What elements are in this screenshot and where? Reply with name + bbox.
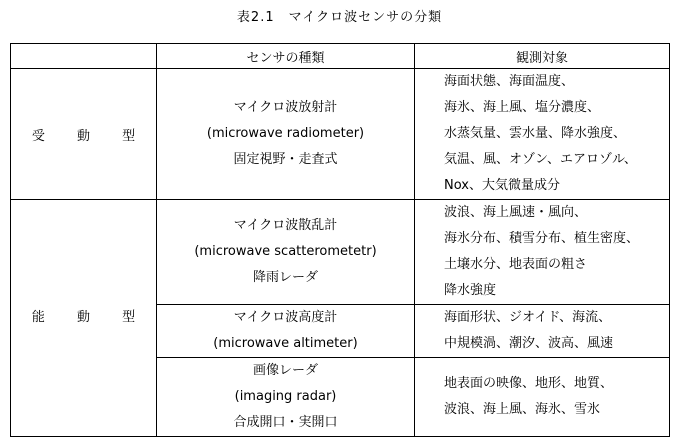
target-line: 気温、風、オゾン、エアロゾル、 [444, 152, 637, 167]
target-line: 地表面の映像、地形、地質、 [444, 376, 614, 391]
header-row [11, 44, 670, 69]
sensor-type-cell [157, 358, 415, 437]
header-mode [11, 44, 157, 69]
targets-cell [415, 69, 670, 200]
table-row [11, 200, 670, 305]
sensor-type-line: 合成開口・実開口 [233, 415, 338, 430]
target-line: 海氷分布、積雪分布、植生密度、 [444, 231, 640, 246]
target-line: 海氷、海上風、塩分濃度、 [444, 100, 601, 115]
mode-passive: 受 動 型 [11, 69, 157, 200]
sensor-type-cell [157, 305, 415, 358]
sensor-type-line: マイクロ波高度計 [233, 310, 338, 325]
header-sensor-type: センサの種類 [157, 44, 415, 69]
sensor-type-line: 降雨レーダ [252, 270, 318, 285]
target-line: 中規模渦、潮汐、波高、風速 [444, 336, 614, 351]
target-line: 海面状態、海面温度、 [444, 74, 575, 89]
sensor-type-line: (microwave radiometer) [206, 126, 365, 141]
sensor-type-line: マイクロ波散乱計 [233, 218, 338, 233]
targets-cell [415, 200, 670, 305]
table-caption: 表2.1 マイクロ波センサの分類 [236, 10, 443, 25]
mode-active [11, 200, 157, 358]
mode-active-label: 能 動 型 [31, 309, 150, 325]
target-line: 土壌水分、地表面の粗さ [444, 257, 588, 272]
target-line: 水蒸気量、雲水量、降水強度、 [444, 126, 627, 141]
target-line: 波浪、海上風速・風向、 [444, 205, 588, 220]
table-row [11, 358, 670, 437]
table-row [11, 69, 670, 200]
target-line: 波浪、海上風、海氷、雪氷 [444, 402, 601, 417]
targets-cell [415, 305, 670, 358]
sensor-type-line: マイクロ波放射計 [233, 100, 338, 115]
target-line: 海面形状、ジオイド、海流、 [444, 310, 612, 325]
mode-active-continuation [11, 358, 157, 437]
sensor-type-line: 画像レーダ [252, 363, 318, 378]
targets-cell [415, 358, 670, 437]
sensor-type-cell [157, 69, 415, 200]
sensor-classification-table [10, 43, 670, 437]
header-targets: 観測対象 [415, 44, 670, 69]
sensor-type-line: (microwave scatterometetr) [194, 244, 377, 259]
sensor-type-line: (microwave altimeter) [213, 336, 358, 351]
target-line: 降水強度 [444, 283, 497, 298]
target-line: Nox、大気微量成分 [444, 178, 560, 193]
sensor-type-cell [157, 200, 415, 305]
sensor-type-line: (imaging radar) [234, 389, 337, 404]
sensor-type-line: 固定視野・走査式 [233, 152, 338, 167]
